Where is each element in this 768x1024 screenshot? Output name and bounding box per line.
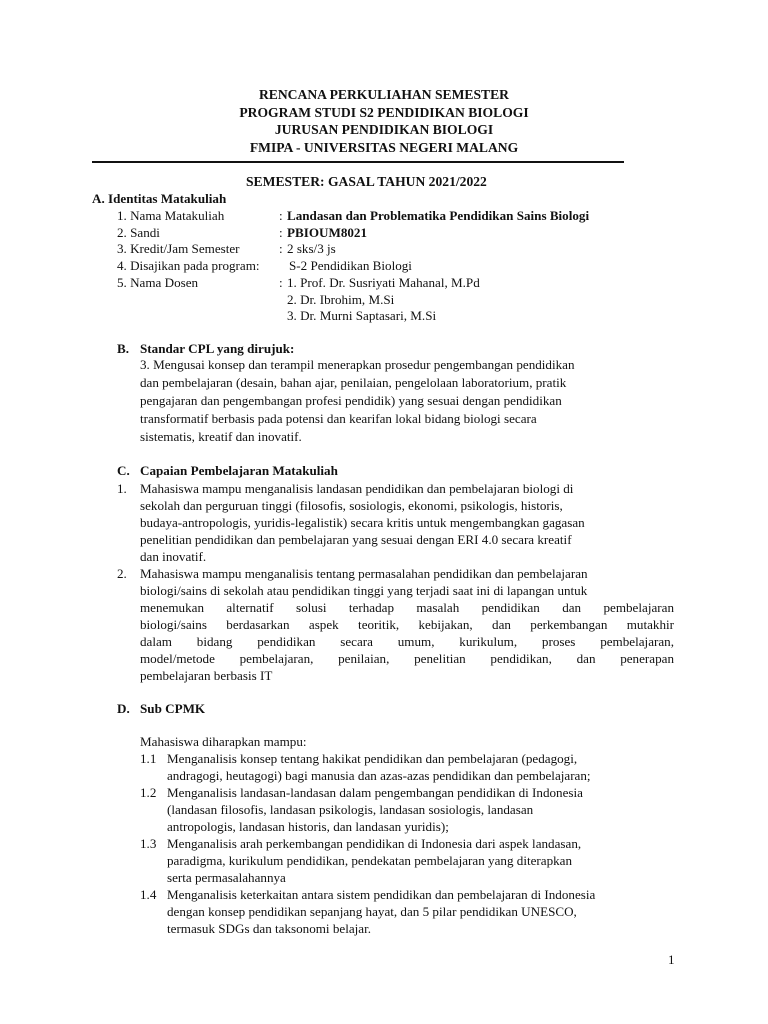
sub-cpmk-line: antropologis, landasan historis, dan landasan yuridis); — [167, 819, 449, 834]
identity-value-dosen-2: 2. Dr. Ibrohim, M.Si — [287, 292, 395, 307]
sub-cpmk-number: 1.1 — [140, 751, 157, 766]
cpmk-line: Mahasiswa mampu menganalisis tentang permasalahan pendidikan dan pembelajaran — [140, 566, 588, 581]
identity-sep: : — [279, 275, 283, 290]
sub-cpmk-line: termasuk SDGs dan taksonomi belajar. — [167, 921, 372, 936]
section-b-line: sistematis, kreatif dan inovatif. — [140, 429, 302, 444]
sub-cpmk-line: andragogi, heutagogi) bagi manusia dan azas-azas pendidikan dan pembelajaran; — [167, 768, 591, 783]
cpmk-line: pembelajaran berbasis IT — [140, 668, 273, 683]
identity-label-sandi: 2. Sandi — [117, 225, 160, 240]
section-a-heading: A. Identitas Matakuliah — [92, 191, 227, 206]
section-b-line: dan pembelajaran (desain, bahan ajar, penilaian, pengelolaan laboratorium, pratik — [140, 375, 567, 390]
cpmk-line: dalam bidang pendidikan secara umum, kurikulum, proses pembelajaran, — [140, 634, 674, 649]
header-divider — [92, 161, 624, 163]
sub-cpmk-line: dengan konsep pendidikan sepanjang hayat, dan 5 pilar pendidikan UNESCO, — [167, 904, 577, 919]
section-b-line: pengajaran dan pengembangan profesi pendidik) yang sesuai dengan pendidikan — [140, 393, 562, 408]
identity-value-kredit: 2 sks/3 js — [287, 241, 336, 256]
cpmk-number: 1. — [117, 481, 127, 496]
sub-cpmk-number: 1.3 — [140, 836, 157, 851]
sub-cpmk-line: Menganalisis keterkaitan antara sistem pendidikan dan pembelajaran di Indonesia — [167, 887, 596, 902]
cpmk-line: Mahasiswa mampu menganalisis landasan pendidikan dan pembelajaran biologi di — [140, 481, 574, 496]
sub-cpmk-line: Menganalisis landasan-landasan dalam pengembangan pendidikan di Indonesia — [167, 785, 583, 800]
cpmk-line: sekolah dan perguruan tinggi (filosofis, sosiologis, ekonomi, psikologis, historis, — [140, 498, 563, 513]
sub-cpmk-number: 1.4 — [140, 887, 157, 902]
identity-label-program: 4. Disajikan pada program: — [117, 258, 260, 273]
identity-value-nama: Landasan dan Problematika Pendidikan Sains Biologi — [287, 208, 590, 223]
cpmk-line: penelitian pendidikan dan pembelajaran yang sesuai dengan ERI 4.0 secara kreatif — [140, 532, 572, 547]
identity-label-dosen: 5. Nama Dosen — [117, 275, 199, 290]
section-b-line: 3. Mengusai konsep dan terampil menerapkan prosedur pengembangan pendidikan — [140, 357, 575, 372]
cpmk-line: biologi/sains di sekolah atau pendidikan tinggi yang terjadi saat ini di lapangan untuk — [140, 583, 588, 598]
identity-value-sandi: PBIOUM8021 — [287, 225, 368, 240]
identity-label-nama: 1. Nama Matakuliah — [117, 208, 225, 223]
section-d-heading: Sub CPMK — [140, 701, 206, 716]
identity-value-program: S-2 Pendidikan Biologi — [289, 258, 412, 273]
cpmk-number: 2. — [117, 566, 127, 581]
identity-sep: : — [279, 225, 283, 240]
identity-sep: : — [279, 241, 283, 256]
identity-label-kredit: 3. Kredit/Jam Semester — [117, 241, 240, 256]
doc-title-line-2: PROGRAM STUDI S2 PENDIDIKAN BIOLOGI — [239, 105, 529, 120]
semester-heading: SEMESTER: GASAL TAHUN 2021/2022 — [246, 174, 487, 189]
cpmk-line: menemukan alternatif solusi terhadap masalah pendidikan dan pembelajaran — [140, 600, 674, 615]
doc-title-line-4: FMIPA - UNIVERSITAS NEGERI MALANG — [249, 140, 519, 155]
identity-sep: : — [279, 208, 283, 223]
identity-value-dosen-3: 3. Dr. Murni Saptasari, M.Si — [287, 308, 437, 323]
sub-cpmk-line: Menganalisis konsep tentang hakikat pendidikan dan pembelajaran (pedagogi, — [167, 751, 578, 766]
sub-cpmk-line: serta permasalahannya — [167, 870, 286, 885]
sub-cpmk-intro: Mahasiswa diharapkan mampu: — [140, 734, 307, 749]
doc-title-line-1: RENCANA PERKULIAHAN SEMESTER — [258, 87, 509, 102]
sub-cpmk-line: (landasan filosofis, landasan psikologis, landasan sosiologis, landasan — [167, 802, 534, 817]
cpmk-line: biologi/sains berdasarkan aspek teoritik, kebijakan, dan perkembangan mutakhir — [140, 617, 674, 632]
section-c-letter: C. — [117, 463, 130, 478]
cpmk-line: dan inovatif. — [140, 549, 207, 564]
sub-cpmk-line: Menganalisis arah perkembangan pendidikan di Indonesia dari aspek landasan, — [167, 836, 582, 851]
section-b-line: transformatif berbasis pada potensi dan kearifan lokal bidang biologi secara — [140, 411, 537, 426]
section-b-letter: B. — [117, 341, 130, 356]
section-d-letter: D. — [117, 701, 130, 716]
sub-cpmk-line: paradigma, kurikulum pendidikan, pendekatan pembelajaran yang diterapkan — [167, 853, 573, 868]
sub-cpmk-number: 1.2 — [140, 785, 157, 800]
section-c-heading: Capaian Pembelajaran Matakuliah — [140, 463, 338, 478]
cpmk-line: model/metode pembelajaran, penilaian, penelitian pendidikan, dan penerapan — [140, 651, 674, 666]
section-b-heading: Standar CPL yang dirujuk: — [140, 341, 295, 356]
doc-title-line-3: JURUSAN PENDIDIKAN BIOLOGI — [274, 122, 494, 137]
identity-value-dosen-1: 1. Prof. Dr. Susriyati Mahanal, M.Pd — [287, 275, 480, 290]
page-number: 1 — [668, 952, 675, 967]
cpmk-line: budaya-antropologis, yuridis-legalistik) secara kritis untuk mengembangkan gagasan — [140, 515, 585, 530]
